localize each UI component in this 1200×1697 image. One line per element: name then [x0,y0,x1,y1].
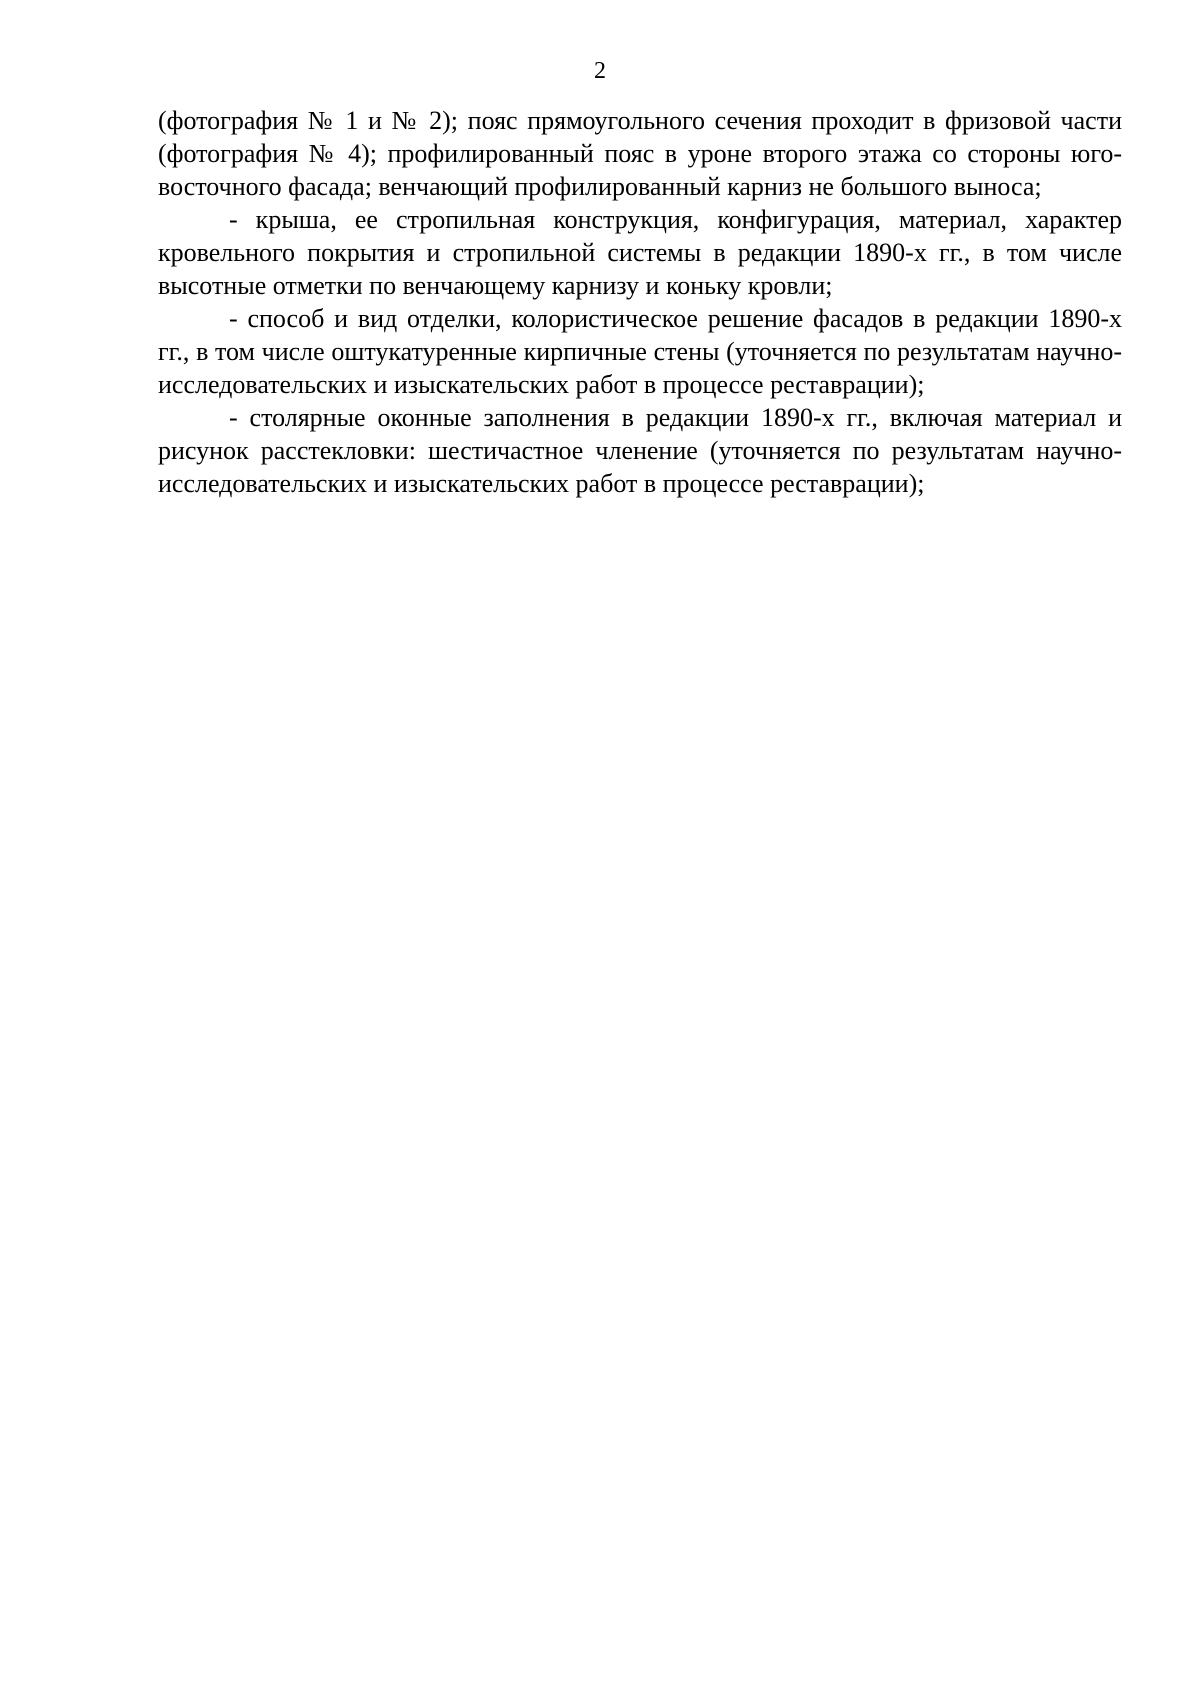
paragraph-windows: - столярные оконные заполнения в редакции 1890-х гг., включая материал и рисунок расстекловки: шестичастное членение (уточняется по результатам научно-исследовательских и изыскательских работ в процессе реставрации); [158,403,1122,498]
paragraph-continuation: (фотография № 1 и № 2); пояс прямоугольного сечения проходит в фризовой части (фотография № 4); профилированный пояс в уроне второго этажа со стороны юго-восточного фасада; венчающий профилированный карниз не большого выноса; [158,106,1122,201]
document-body [158,104,1122,500]
page-number: 2 [594,58,606,84]
paragraph-roof: - крыша, ее стропильная конструкция, конфигурация, материал, характер кровельного покрытия и стропильной системы в редакции 1890-х гг., в том числе высотные отметки по венчающему карнизу и коньку кровли; [158,205,1122,300]
paragraph-finishing: - способ и вид отделки, колористическое решение фасадов в редакции 1890-х гг., в том числе оштукатуренные кирпичные стены (уточняется по результатам научно-исследовательских и изыскательских работ в процессе реставрации); [158,304,1122,399]
